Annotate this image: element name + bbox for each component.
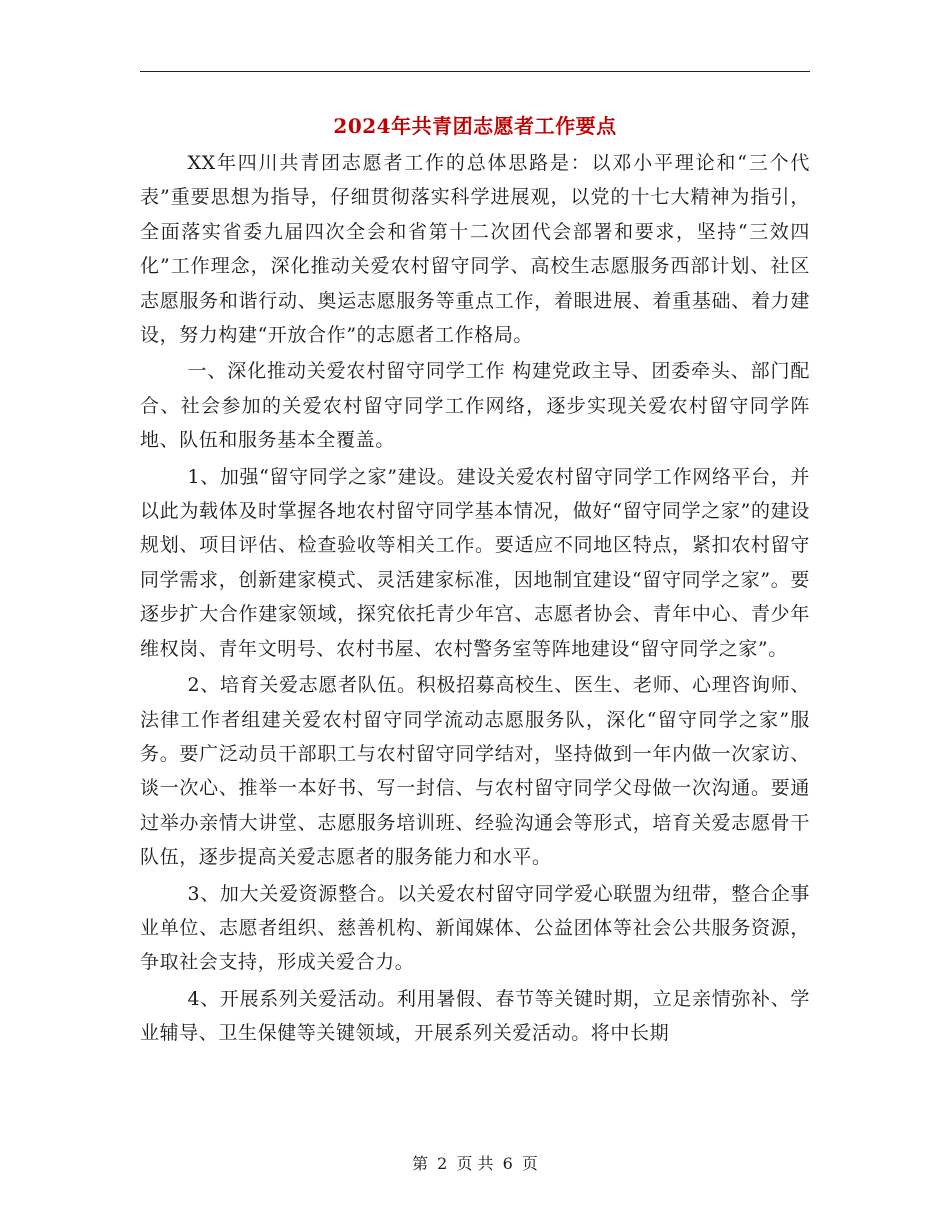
- footer-middle: 页 共: [456, 1154, 494, 1173]
- paragraph-intro: XX年四川共青团志愿者工作的总体思路是：以邓小平理论和“三个代表”重要思想为指导，仔细贯彻落实科学进展观，以党的十七大精神为指引，全面落实省委九届四次全会和省第十二次团代会部署和要求，坚持“三效四化”工作理念，深化推动关爱农村留守同学、高校生志愿服务西部计划、社区志愿服务和谐行动、奥运志愿服务等重点工作，着眼进展、着重基础、着力建设，努力构建“开放合作”的志愿者工作格局。: [140, 152, 810, 347]
- paragraph-item-3: 3、加大关爱资源整合。以关爱农村留守同学爱心联盟为纽带，整合企事业单位、志愿者组织、慈善机构、新闻媒体、公益团体等社会公共服务资源，争取社会支持，形成关爱合力。: [140, 882, 810, 974]
- paragraph-item-2: 2、培育关爱志愿者队伍。积极招募高校生、医生、老师、心理咨询师、法律工作者组建关爱农村留守同学流动志愿服务队，深化“留守同学之家”服务。要广泛动员干部职工与农村留守同学结对，坚持做到一年内做一次家访、谈一次心、推举一本好书、写一封信、与农村留守同学父母做一次沟通。要通过举办亲情大讲堂、志愿服务培训班、经验沟通会等形式，培育关爱志愿骨干队伍，逐步提高关爱志愿者的服务能力和水平。: [140, 674, 810, 869]
- page-footer: [0, 1150, 950, 1178]
- footer-total-pages: 6: [502, 1154, 513, 1173]
- paragraph-item-1: 1、加强“留守同学之家”建设。建设关爱农村留守同学工作网络平台，并以此为载体及时掌握各地农村留守同学基本情况，做好“留守同学之家”的建设规划、项目评估、检查验收等相关工作。要适应不同地区特点，紧扣农村留守同学需求，创新建家模式、灵活建家标准，因地制宜建设“留守同学之家”。要逐步扩大合作建家领域，探究依托青少年宫、志愿者协会、青年中心、青少年维权岗、青年文明号、农村书屋、农村警务室等阵地建设“留守同学之家”。: [140, 465, 810, 660]
- header-rule: [140, 71, 810, 72]
- document-title: 2024年共青团志愿者工作要点: [333, 114, 617, 138]
- footer-suffix: 页: [521, 1154, 538, 1173]
- footer-current-page: 2: [437, 1154, 448, 1173]
- paragraph-section-1: 一、深化推动关爱农村留守同学工作 构建党政主导、团委牵头、部门配合、社会参加的关爱农村留守同学工作网络，逐步实现关爱农村留守同学阵地、队伍和服务基本全覆盖。: [140, 360, 810, 452]
- footer-prefix: 第: [412, 1154, 429, 1173]
- document-body: [140, 146, 810, 1053]
- paragraph-item-4: 4、开展系列关爱活动。利用暑假、春节等关键时期，立足亲情弥补、学业辅导、卫生保健等关键领域，开展系列关爱活动。将中长期: [140, 987, 810, 1045]
